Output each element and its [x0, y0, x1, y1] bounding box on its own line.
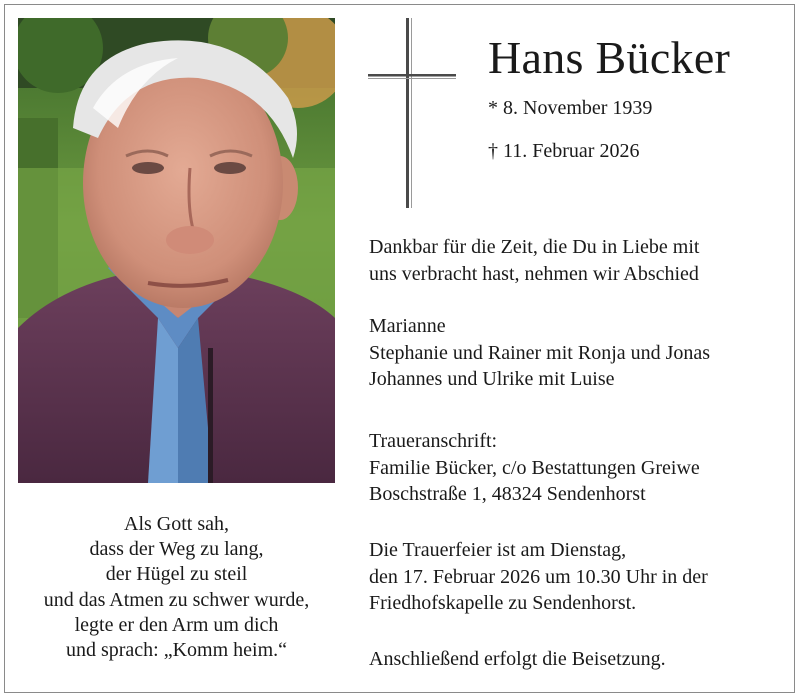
farewell-line: Dankbar für die Zeit, die Du in Liebe mit	[369, 236, 700, 258]
mourner: Stephanie und Rainer mit Ronja und Jonas	[369, 341, 711, 364]
poem-line: der Hügel zu steil	[105, 563, 248, 586]
poem-line: dass der Weg zu lang,	[89, 538, 264, 561]
deceased-name: Hans Bücker	[488, 32, 731, 83]
cross-icon	[368, 18, 460, 208]
portrait-photo	[18, 18, 335, 483]
service-info	[369, 537, 708, 617]
burial-line: Anschließend erfolgt die Beisetzung.	[369, 648, 666, 670]
poem-line: Als Gott sah,	[124, 513, 229, 535]
death-date: † 11. Februar 2026	[488, 140, 640, 162]
address-line: Familie Bücker, c/o Bestattungen Greiwe	[369, 456, 700, 479]
birth-date: * 8. November 1939	[488, 97, 653, 119]
service-line: Friedhofskapelle zu Sendenhorst.	[369, 592, 637, 614]
farewell-text	[369, 234, 699, 287]
mourning-address	[369, 428, 700, 508]
farewell-line: uns verbracht hast, nehmen wir Abschied	[369, 262, 699, 285]
burial-info	[369, 646, 666, 673]
service-line: den 17. Februar 2026 um 10.30 Uhr in der	[369, 565, 708, 588]
poem	[18, 512, 335, 663]
service-line: Die Trauerfeier ist am Dienstag,	[369, 539, 627, 561]
poem-line: und das Atmen zu schwer wurde,	[43, 588, 310, 611]
mourner: Johannes und Ulrike mit Luise	[369, 368, 615, 390]
address-line: Traueranschrift:	[369, 430, 498, 452]
mourners-list	[369, 313, 710, 393]
address-line: Boschstraße 1, 48324 Sendenhorst	[369, 483, 646, 505]
poem-line: und sprach: „Komm heim.“	[65, 639, 288, 662]
poem-line: legte er den Arm um dich	[74, 613, 279, 636]
mourner: Marianne	[369, 315, 446, 337]
